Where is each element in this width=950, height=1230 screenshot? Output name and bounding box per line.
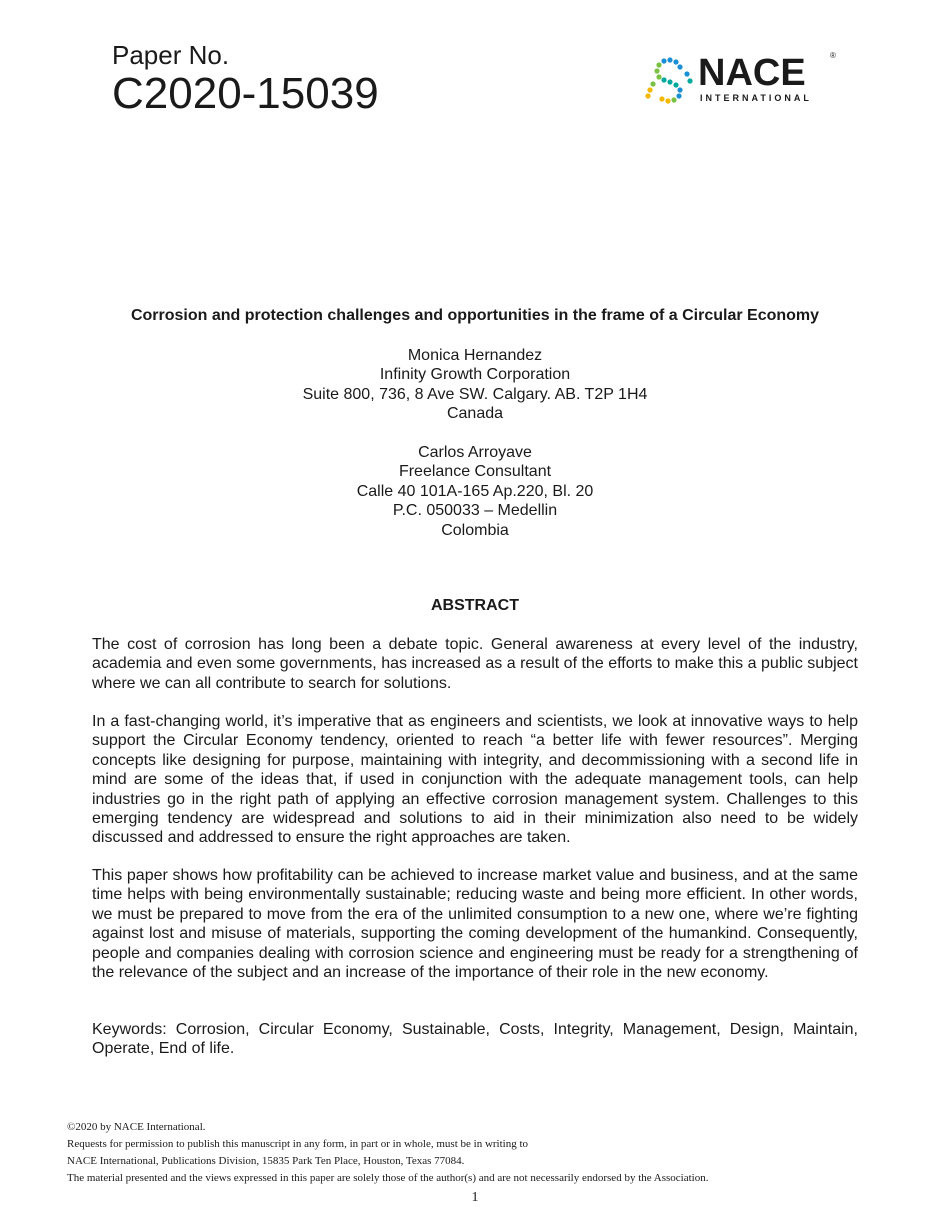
abstract-heading: ABSTRACT [431, 597, 519, 614]
author-country: Canada [446, 405, 504, 423]
footer-disclaimer: The material presented and the views expressed in this paper are solely those of the author(s) and are not necessarily endorsed by the Association. [67, 1172, 709, 1184]
author-affiliation: Infinity Growth Corporation [379, 366, 571, 384]
paper-title: Corrosion and protection challenges and opportunities in the frame of a Circular Economy [130, 307, 820, 324]
logo-registered: ® [830, 51, 836, 60]
author-postal: P.C. 050033 – Medellin [392, 502, 558, 520]
author-block-1 [0, 346, 950, 424]
author-country: Colombia [441, 521, 509, 539]
logo-wordmark: NACE [698, 52, 806, 94]
author-address: Calle 40 101A-165 Ap.220, Bl. 20 [356, 482, 594, 500]
footer-address: NACE International, Publications Division, 15835 Park Ten Place, Houston, Texas 77084. [67, 1155, 465, 1167]
author-affiliation: Freelance Consultant [398, 463, 552, 481]
author-block-2 [0, 443, 950, 540]
paper-number-label: Paper No. [112, 40, 230, 70]
copyright-footer [67, 1119, 708, 1187]
footer-copyright: ©2020 by NACE International. [67, 1121, 206, 1133]
footer-permission: Requests for permission to publish this manuscript in any form, in part or in whole, must be in writing to [67, 1138, 529, 1150]
author-name: Carlos Arroyave [418, 444, 532, 461]
nace-swirl-icon [645, 57, 692, 103]
abstract-paragraph: In a fast-changing world, it’s imperative that as engineers and scientists, we look at innovative ways to help support the Circular Economy tendency, oriented to reach “a better life with fewer resources”. Merging concepts like designing for purpose, maintaining with integrity, and decommissioning with a second life in mind are some of the ideas that, if used in conjunction with the adequate management tools, can help industries go in the right path of applying an effective corrosion management system. Challenges to this emerging tendency are widespread and solutions to aid in their minimization also need to be widely discussed and addressed to ensure the right approaches are taken. [92, 713, 858, 847]
page-number: 1 [471, 1190, 479, 1205]
keywords: Keywords: Corrosion, Circular Economy, Sustainable, Costs, Integrity, Management, Design, Maintain, Operate, End of life. [92, 1021, 858, 1058]
abstract-paragraph: This paper shows how profitability can be achieved to increase market value and business, and at the same time helps with being environmentally sustainable; reducing waste and being more efficient. In other words, we must be prepared to move from the era of the unlimited consumption to a new one, where we’re fighting against lost and misuse of materials, supporting the coming development of the humankind. Consequently, people and companies dealing with corrosion science and engineering must be ready for a strengthening of the relevance of the subject and an increase of the importance of their role in the new economy. [92, 867, 858, 982]
author-address: Suite 800, 736, 8 Ave SW. Calgary. AB. T2P 1H4 [302, 385, 648, 403]
nace-logo [640, 48, 840, 108]
author-name: Monica Hernandez [407, 347, 543, 364]
logo-subtitle: INTERNATIONAL [700, 93, 812, 103]
abstract-paragraph: The cost of corrosion has long been a debate topic. General awareness at every level of the industry, academia and even some governments, has increased as a result of the efforts to make this a public subject where we can all contribute to search for solutions. [92, 636, 858, 692]
paper-number-value: C2020-15039 [112, 69, 379, 118]
